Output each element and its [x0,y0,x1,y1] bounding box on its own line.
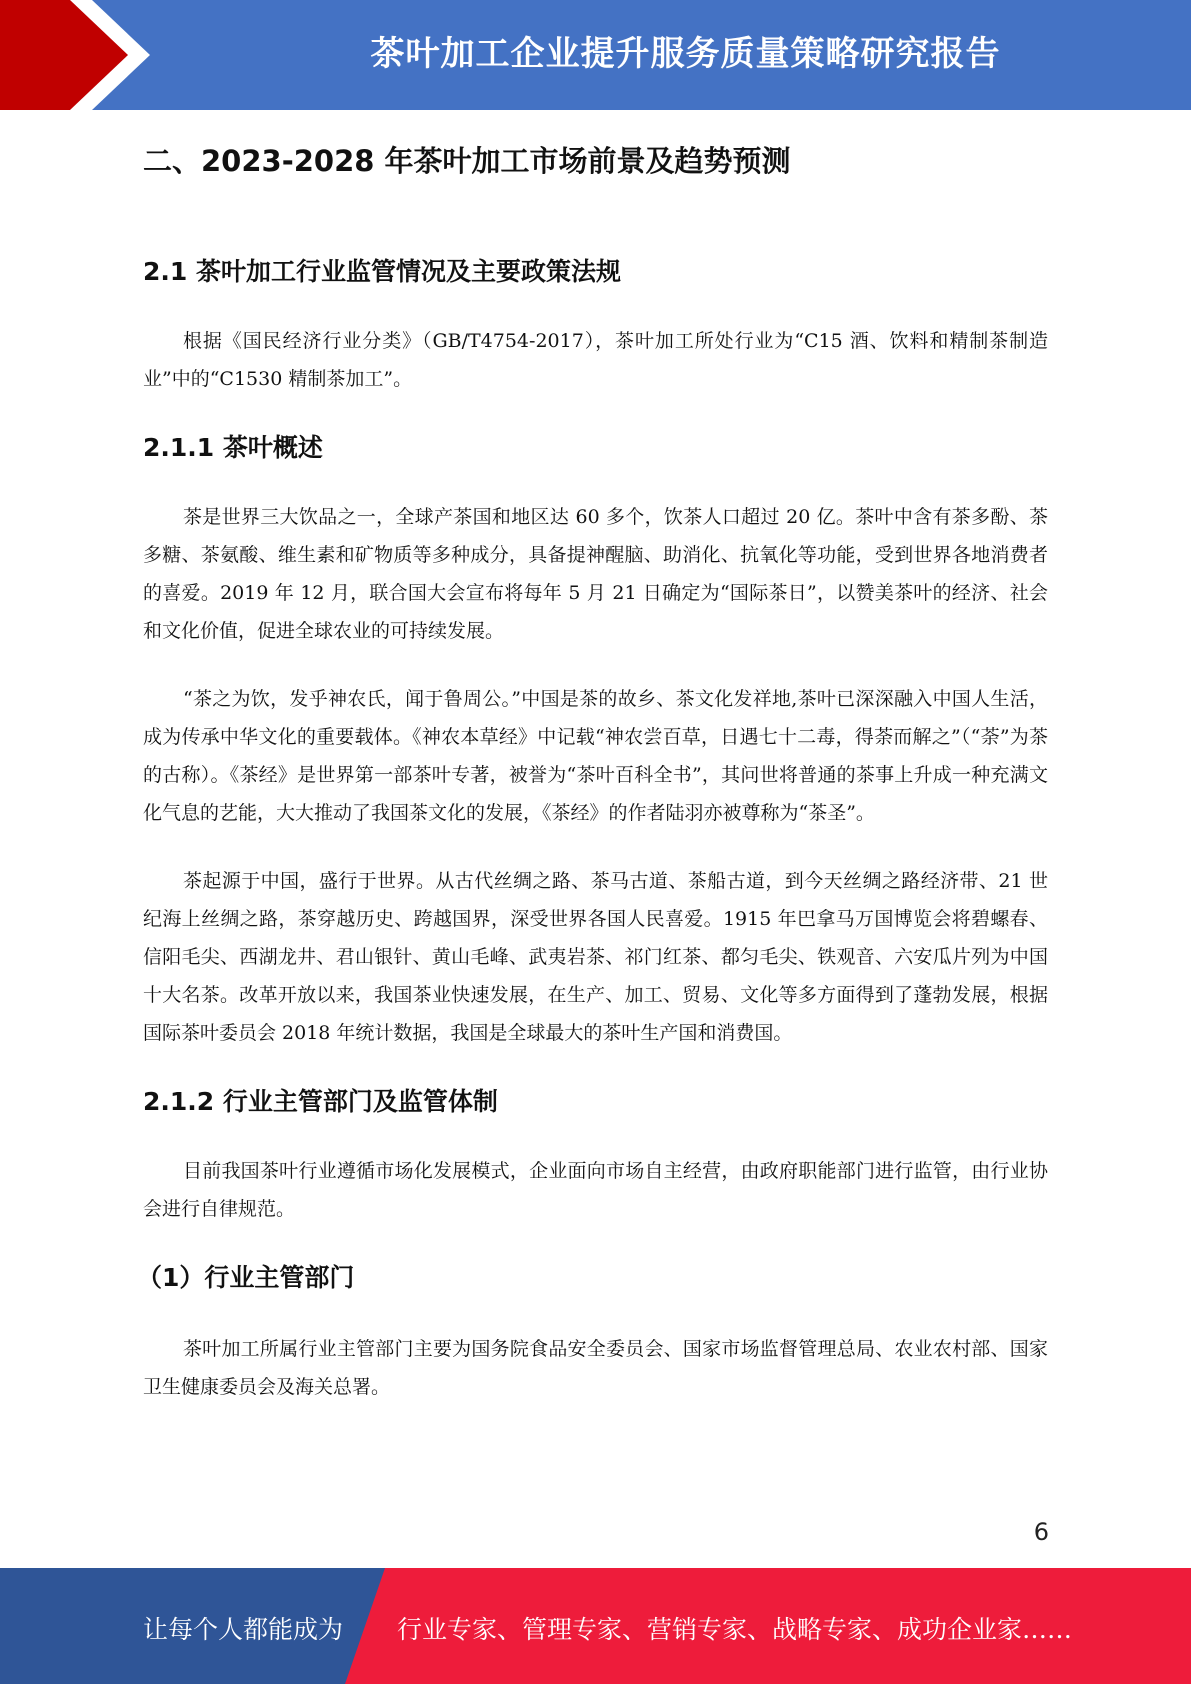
page-number: 6 [1033,1518,1049,1546]
page-footer [0,1568,1191,1684]
paragraph-2-1-1-a: 茶是世界三大饮品之一，全球产茶国和地区达 60 多个，饮茶人口超过 20 亿。茶叶中含有茶多酚、茶多糖、茶氨酸、维生素和矿物质等多种成分，具备提神醒脑、助消化、抗氧化等功能，受到世界各地消费者的喜爱。2019 年 12 月，联合国大会宣布将每年 5 月 21 日确定为“国际茶日”，以赞美茶叶的经济、社会和文化价值，促进全球农业的可持续发展。 [143,506,1048,642]
paragraph-2-1-1-c: 茶起源于中国，盛行于世界。从古代丝绸之路、茶马古道、茶船古道，到今天丝绸之路经济带、21 世纪海上丝绸之路，茶穿越历史、跨越国界，深受世界各国人民喜爱。1915 年巴拿马万国博览会将碧螺春、信阳毛尖、西湖龙井、君山银针、黄山毛峰、武夷岩茶、祁门红茶、都匀毛尖、铁观音、六安瓜片列为中国十大名茶。改革开放以来，我国茶业快速发展，在生产、加工、贸易、文化等多方面得到了蓬勃发展，根据国际茶叶委员会 2018 年统计数据，我国是全球最大的茶叶生产国和消费国。 [143,870,1048,1044]
paragraph-2-1-2: 目前我国茶叶行业遵循市场化发展模式，企业面向市场自主经营，由政府职能部门进行监管，由行业协会进行自律规范。 [143,1160,1048,1220]
subsection-2-1-2-heading: 2.1.2 行业主管部门及监管体制 [143,1087,498,1116]
item-1-heading: （1）行业主管部门 [137,1263,355,1292]
subsection-2-1-1-heading: 2.1.1 茶叶概述 [143,433,323,462]
section-title: 二、2023-2028 年茶叶加工市场前景及趋势预测 [143,144,791,178]
subsection-2-1-heading: 2.1 茶叶加工行业监管情况及主要政策法规 [143,257,621,286]
header-arrow-decoration [0,0,160,110]
footer-slogan-right: 行业专家、管理专家、营销专家、战略专家、成功企业家…… [397,1615,1073,1644]
document-body [137,138,1048,1436]
paragraph-item-1: 茶叶加工所属行业主管部门主要为国务院食品安全委员会、国家市场监督管理总局、农业农村部、国家卫生健康委员会及海关总署。 [143,1338,1048,1398]
page-header [0,0,1191,110]
paragraph-2-1-1-b: “茶之为饮，发乎神农氏，闻于鲁周公。”中国是茶的故乡、茶文化发祥地,茶叶已深深融入中国人生活，成为传承中华文化的重要载体。《神农本草经》中记载“神农尝百草，日遇七十二毒，得荼而解之”（“荼”为茶的古称）。《茶经》是世界第一部茶叶专著，被誉为“茶叶百科全书”，其问世将普通的茶事上升成一种充满文化气息的艺能，大大推动了我国茶文化的发展，《茶经》的作者陆羽亦被尊称为“茶圣”。 [143,688,1048,824]
header-title: 茶叶加工企业提升服务质量策略研究报告 [370,34,1001,74]
paragraph-2-1: 根据《国民经济行业分类》（GB/T4754-2017），茶叶加工所处行业为“C15 酒、饮料和精制茶制造业”中的“C1530 精制茶加工”。 [143,330,1048,390]
footer-slogan-left: 让每个人都能成为 [143,1615,344,1644]
